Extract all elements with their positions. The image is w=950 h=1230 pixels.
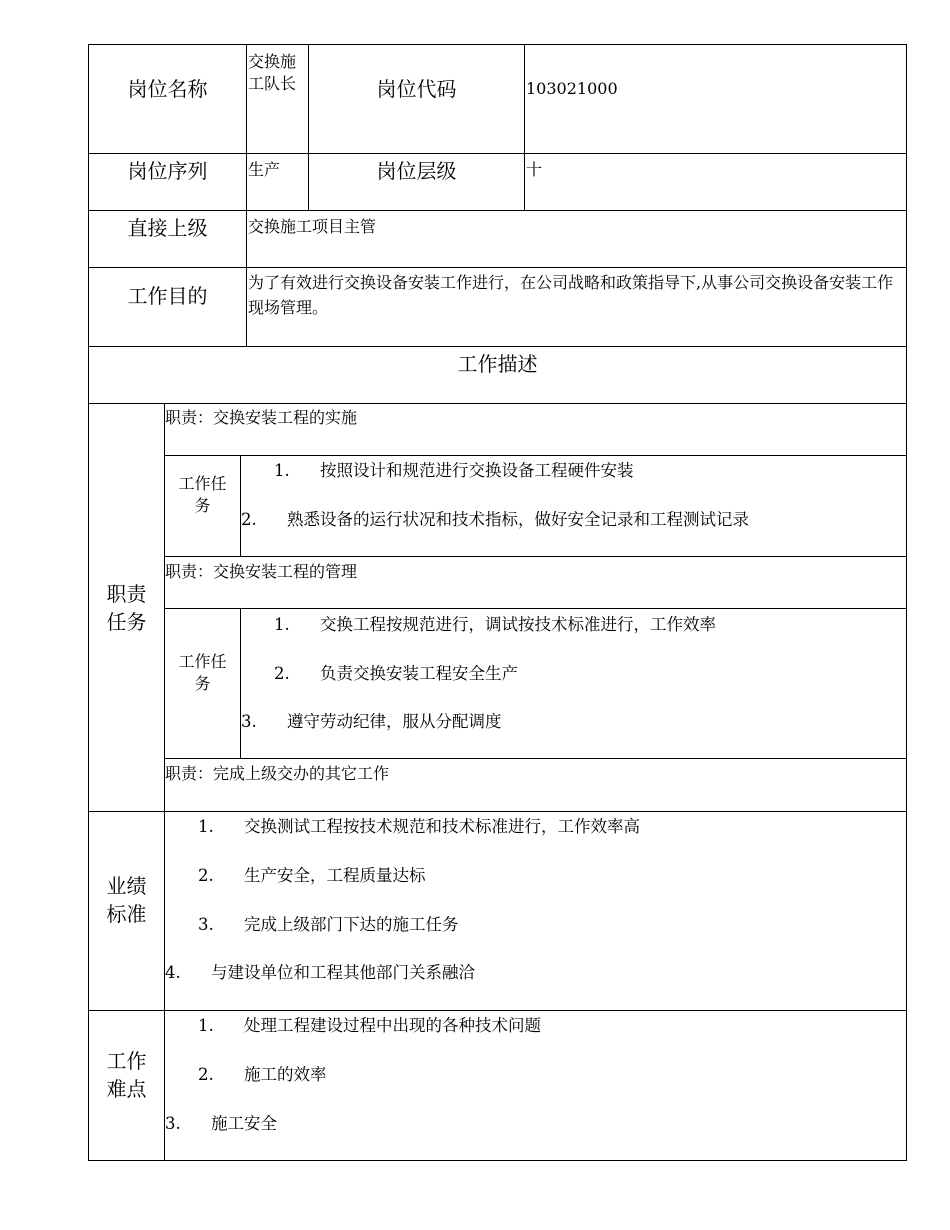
post-level-label: 岗位层级 bbox=[376, 159, 457, 183]
difficulty-item: 1. 处理工程建设过程中出现的各种技术问题 bbox=[198, 1016, 541, 1035]
post-seq-value: 生产 bbox=[248, 160, 281, 179]
duty-item: 职责：完成上级交办的其它工作 bbox=[165, 764, 390, 783]
performance-item: 2. 生产安全，工程质量达标 bbox=[198, 866, 426, 885]
col-divider bbox=[524, 44, 525, 210]
col-divider bbox=[240, 455, 241, 556]
difficulty-item: 3. 施工安全 bbox=[165, 1114, 277, 1133]
performance-item: 1. 交换测试工程按技术规范和技术标准进行，工作效率高 bbox=[198, 817, 640, 836]
row-divider bbox=[164, 556, 907, 557]
performance-item: 3. 完成上级部门下达的施工任务 bbox=[198, 915, 459, 934]
task-item: 3. 遵守劳动纪律，服从分配调度 bbox=[241, 712, 502, 731]
row-divider bbox=[164, 758, 907, 759]
task-item: 1. 按照设计和规范进行交换设备工程硬件安装 bbox=[274, 461, 634, 480]
table-border-right bbox=[906, 44, 907, 1160]
post-level-value: 十 bbox=[526, 160, 543, 179]
difficulty-item: 2. 施工的效率 bbox=[198, 1065, 327, 1084]
task-item: 2. 熟悉设备的运行状况和技术指标，做好安全记录和工程测试记录 bbox=[241, 510, 749, 529]
purpose-value: 为了有效进行交换设备安装工作进行，在公司战略和政策指导下,从事公司交换设备安装工作现场管理。 bbox=[248, 273, 894, 317]
row-divider bbox=[164, 608, 907, 609]
task-label: 工作任务 bbox=[178, 474, 227, 515]
superior-label: 直接上级 bbox=[127, 216, 208, 240]
row-divider bbox=[164, 455, 907, 456]
task-item: 2. 负责交换安装工程安全生产 bbox=[274, 664, 518, 683]
post-seq-label: 岗位序列 bbox=[127, 159, 208, 183]
duties-label: 职责任务 bbox=[106, 581, 147, 634]
duty-item: 职责：交换安装工程的实施 bbox=[165, 408, 358, 427]
difficulties-label: 工作难点 bbox=[106, 1049, 147, 1101]
post-name-value: 交换施工队长 bbox=[248, 52, 297, 93]
purpose-label: 工作目的 bbox=[127, 284, 208, 308]
post-code-label: 岗位代码 bbox=[376, 77, 457, 101]
post-code-value: 103021000 bbox=[526, 79, 618, 98]
superior-value: 交换施工项目主管 bbox=[248, 217, 377, 236]
col-divider bbox=[240, 608, 241, 758]
task-label: 工作任务 bbox=[178, 651, 227, 693]
post-name-label: 岗位名称 bbox=[127, 77, 208, 101]
row-divider bbox=[88, 1010, 907, 1011]
row-divider bbox=[88, 403, 907, 404]
duty-item: 职责：交换安装工程的管理 bbox=[165, 562, 358, 581]
task-item: 1. 交换工程按规范进行，调试按技术标准进行，工作效率 bbox=[274, 615, 716, 634]
row-divider bbox=[88, 811, 907, 812]
performance-item: 4. 与建设单位和工程其他部门关系融洽 bbox=[165, 963, 475, 982]
col-divider bbox=[246, 44, 247, 346]
description-title: 工作描述 bbox=[457, 352, 538, 376]
performance-label: 业绩标准 bbox=[106, 874, 147, 926]
table-border-bottom bbox=[88, 1160, 907, 1161]
